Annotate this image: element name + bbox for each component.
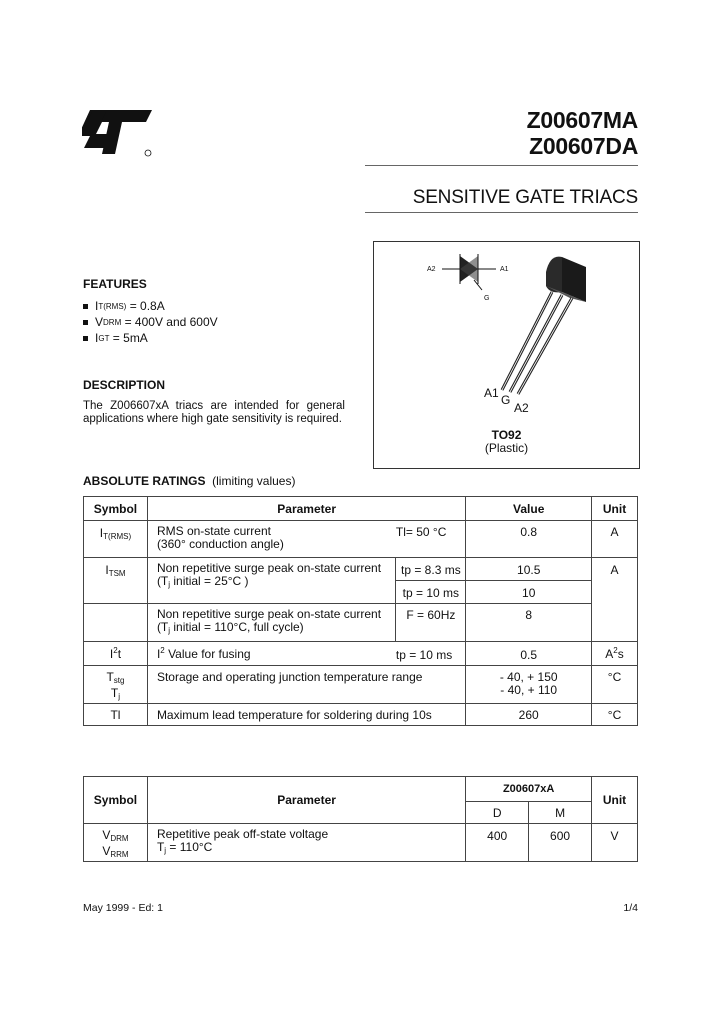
package-box <box>373 241 640 469</box>
subtitle: SENSITIVE GATE TRIACS <box>412 187 638 208</box>
pin-label-a1: A1 <box>484 386 499 400</box>
symbol-label-g: G <box>484 295 490 302</box>
col-header-parameter: Parameter <box>147 777 465 824</box>
symbol-label-a1: A1 <box>500 266 509 273</box>
feature-item: I T(RMS) = 0.8A <box>83 298 218 314</box>
st-logo <box>82 108 154 158</box>
pin-label-a2: A2 <box>514 401 529 415</box>
col-header-part: Z00607xA <box>466 777 592 802</box>
voltage-ratings-table <box>83 776 638 862</box>
col-header-parameter: Parameter <box>147 497 465 521</box>
col-header-d: D <box>466 802 529 824</box>
subtitle-rule <box>365 212 638 213</box>
table-row: tp = 10 ms 10 <box>84 581 638 604</box>
features-list <box>83 298 218 346</box>
symbol-label-a2: A2 <box>427 266 436 273</box>
col-header-unit: Unit <box>592 777 638 824</box>
bullet-icon <box>83 320 88 325</box>
feature-item: V DRM = 400V and 600V <box>83 314 218 330</box>
col-header-unit: Unit <box>592 497 638 521</box>
st-logo-graphic <box>82 108 154 158</box>
package-type: (Plastic) <box>484 441 529 455</box>
table-row: ITSM Non repetitive surge peak on-state current (Tj initial = 25°C ) tp = 8.3 ms 10.5 A <box>84 558 638 581</box>
features-heading: FEATURES <box>83 277 147 291</box>
package-name: TO92 <box>491 428 522 442</box>
col-header-symbol: Symbol <box>84 777 148 824</box>
footer-page: 1/4 <box>623 902 638 914</box>
part-number-ma: Z00607MA <box>526 107 638 133</box>
table-row: Tl Maximum lead temperature for soldering during 10s 260 °C <box>84 704 638 726</box>
col-header-symbol: Symbol <box>84 497 148 521</box>
description-heading: DESCRIPTION <box>83 378 166 392</box>
absolute-ratings-table <box>83 496 638 726</box>
description-text: The Z006607xA triacs are intended for general applications where high gate sensitivity is required. <box>83 400 345 425</box>
footer-date: May 1999 - Ed: 1 <box>83 902 163 914</box>
table-row: $I^2t$ $I^2$ Value for fusing tp = 10 ms 0.5 $A^2s$ <box>84 642 638 666</box>
title-rule <box>365 165 638 166</box>
bullet-icon <box>83 304 88 309</box>
bullet-icon <box>83 336 88 341</box>
col-header-value: Value <box>466 497 592 521</box>
ratings-heading: ABSOLUTE RATINGS (limiting values) <box>83 474 296 488</box>
table-row: Tstg Tj Storage and operating junction temperature range - 40, + 150 - 40, + 110 °C <box>84 666 638 704</box>
part-number-da: Z00607DA <box>529 133 638 159</box>
table-row: IT(RMS) RMS on-state current (360° conduction angle) Tl= 50 °C 0.8 A <box>84 521 638 558</box>
feature-item: I GT = 5mA <box>83 330 218 346</box>
table-row: VDRM VRRM Repetitive peak off-state voltage Tj = 110°C 400 600 V <box>84 824 638 862</box>
table-row: Non repetitive surge peak on-state current (Tj initial = 110°C, full cycle) F = 60Hz 8 <box>84 604 638 642</box>
pin-label-g: G <box>501 393 511 407</box>
col-header-m: M <box>529 802 592 824</box>
